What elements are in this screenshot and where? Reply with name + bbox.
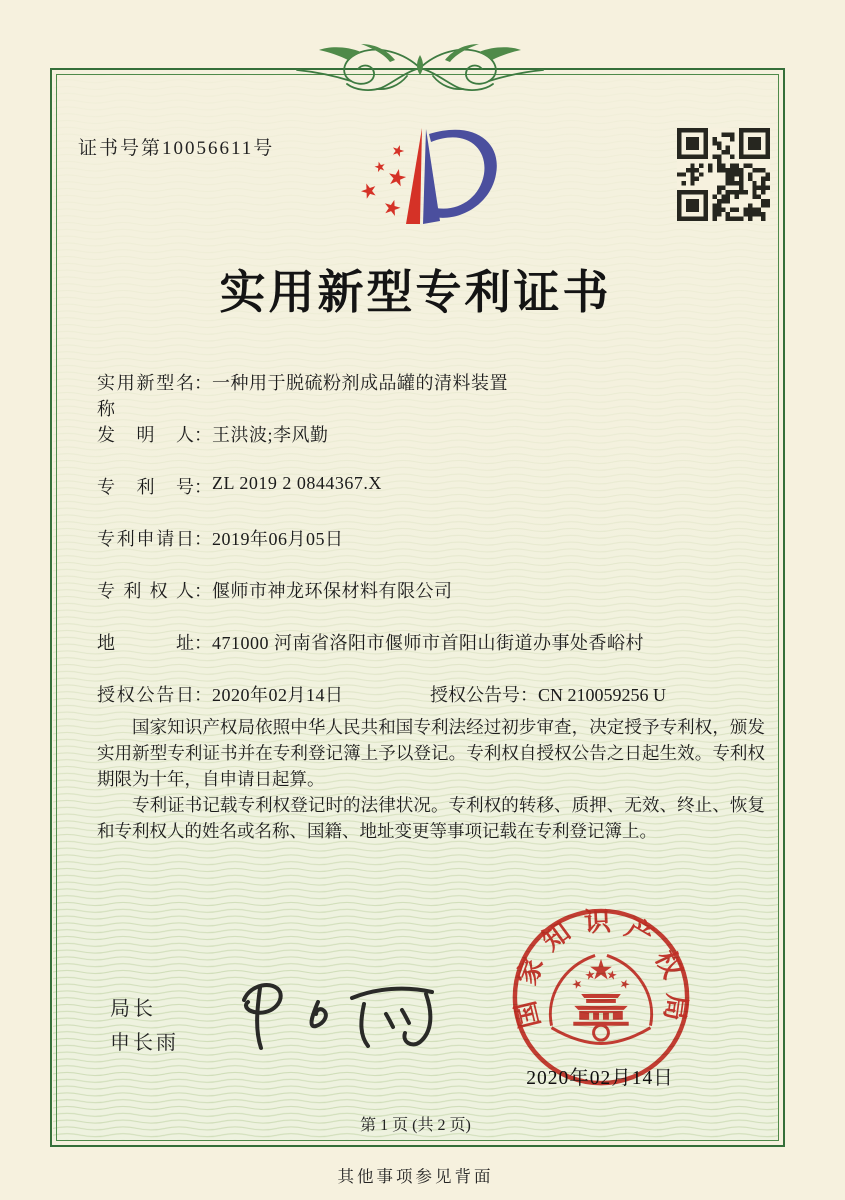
field-row-address: 地址：471000 河南省洛阳市偃师市首阳山街道办事处香峪村 — [97, 629, 767, 681]
field-label: 专利申请日 — [97, 529, 194, 549]
qr-code — [677, 128, 770, 221]
seal-text: 国家知识产权局 — [510, 906, 693, 1032]
field-label: 授权公告日 — [97, 685, 194, 705]
body-paragraph-2: 专利证书记载专利权登记时的法律状况。专利权的转移、质押、无效、终止、恢复和专利权人的姓名或名称、国籍、地址变更等事项记载在专利登记簿上。 — [97, 795, 765, 841]
field-value: 偃师市神龙环保材料有限公司 — [212, 581, 453, 601]
logo-p-mark — [406, 128, 497, 224]
field-value: 2020年02月14日 — [212, 685, 344, 705]
field-value: 一种用于脱硫粉剂成品罐的清料装置 — [212, 373, 508, 393]
grant-number-value: CN 210059256 U — [538, 685, 667, 705]
logo-stars — [359, 143, 407, 217]
field-row-filing-date: 专利申请日：2019年06月05日 — [97, 525, 767, 577]
page-indicator: 第 1 页 (共 2 页) — [360, 1117, 471, 1134]
certificate-title: 实用新型专利证书 — [219, 267, 612, 318]
commissioner-title: 局长 — [110, 998, 156, 1020]
field-label: 专利权人 — [97, 581, 194, 601]
field-label: 实用新型名称 — [97, 373, 194, 419]
field-row-name: 实用新型名称：一种用于脱硫粉剂成品罐的清料装置 — [97, 369, 767, 421]
cnipa-logo-icon — [330, 120, 530, 250]
field-label: 发明人 — [97, 425, 194, 445]
grant-number: 授权公告号：CN 210059256 U — [430, 685, 667, 705]
field-value: 471000 河南省洛阳市偃师市首阳山街道办事处香峪村 — [212, 633, 644, 653]
field-row-patent-no: 专利号：ZL 2019 2 0844367.X — [97, 473, 382, 497]
national-emblem-icon — [550, 955, 651, 1043]
field-list — [97, 369, 767, 733]
field-row-inventor: 发明人：王洪波;李风勤 — [97, 421, 767, 473]
field-value: 王洪波;李风勤 — [212, 425, 329, 445]
body-paragraph-1: 国家知识产权局依照中华人民共和国专利法经过初步审查，决定授予专利权，颁发实用新型专利证书并在专利登记簿上予以登记。专利权自授权公告之日起生效。专利权期限为十年，自申请日起算。 — [97, 717, 765, 789]
footer-note: 其他事项参见背面 — [337, 1167, 494, 1186]
field-label: 专利号 — [97, 477, 194, 497]
body-text — [97, 714, 765, 844]
field-row-patentee: 专利权人：偃师市神龙环保材料有限公司 — [97, 577, 767, 629]
seal-date: 2020年02月14日 — [526, 1068, 674, 1089]
commissioner-name: 申长雨 — [110, 1032, 179, 1054]
certificate-number: 证书号第10056611号 — [78, 138, 275, 159]
field-row-grant-date: 授权公告日：2020年02月14日 授权公告号：CN 210059256 U — [97, 681, 767, 733]
field-label: 地址 — [97, 633, 194, 653]
field-value: 2019年06月05日 — [212, 529, 344, 549]
commissioner-signature — [230, 972, 445, 1060]
border-ornament-top-icon — [295, 42, 545, 94]
grant-number-label: 授权公告号 — [430, 685, 520, 705]
field-value: ZL 2019 2 0844367.X — [212, 473, 382, 493]
